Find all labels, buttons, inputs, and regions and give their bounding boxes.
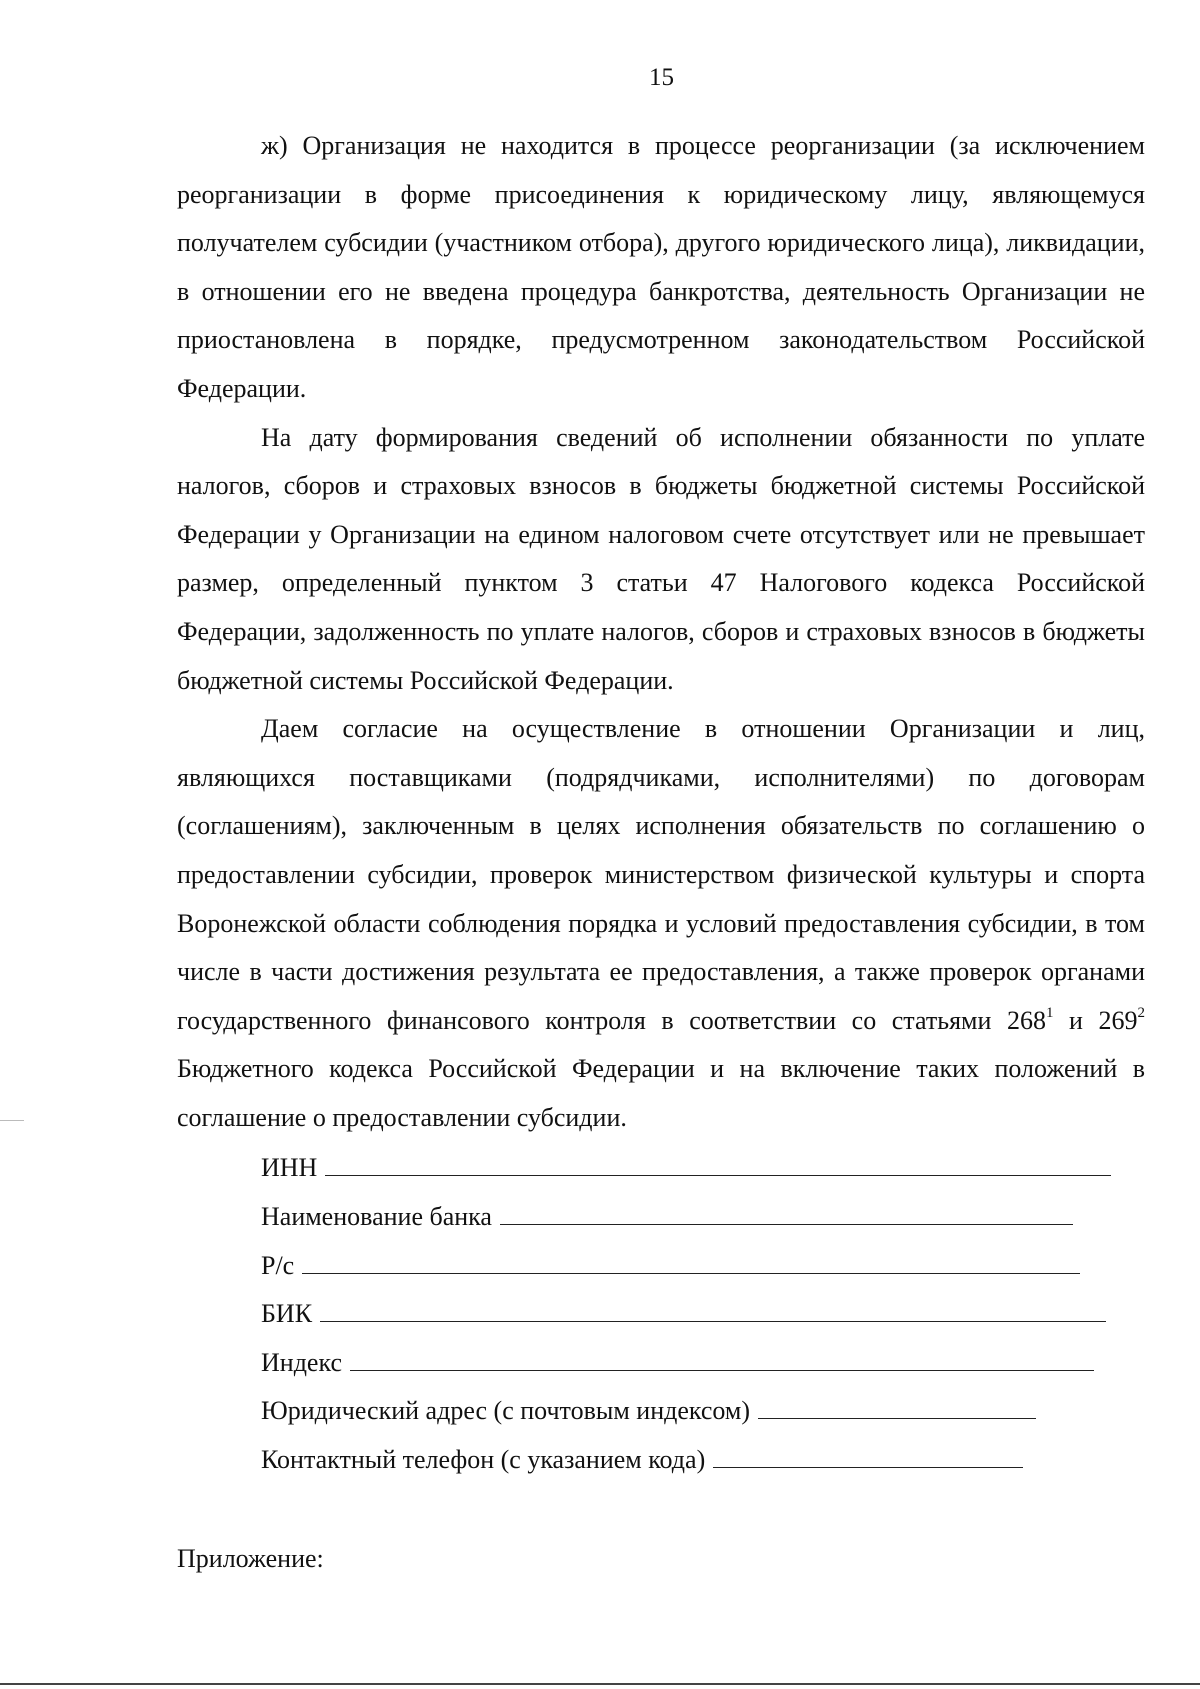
inn-field xyxy=(261,1144,1145,1193)
bik-field xyxy=(261,1290,1145,1339)
consent-text-part-3: Бюджетного кодекса Российской Федерации и на включение таких положений в соглашение о предоставлении субсидии. xyxy=(177,1054,1145,1132)
bik-label: БИК xyxy=(261,1299,313,1329)
paragraph-consent xyxy=(177,705,1145,1142)
contact-phone-blank-line[interactable] xyxy=(713,1445,1023,1468)
contact-phone-label: Контактный телефон (с указанием кода) xyxy=(261,1445,706,1475)
article-268-superscript: 1 xyxy=(1045,1004,1054,1021)
page-bottom-rule xyxy=(0,1683,1200,1685)
inn-blank-line[interactable] xyxy=(325,1153,1111,1176)
bank-name-field xyxy=(261,1193,1145,1242)
account-field xyxy=(261,1242,1145,1291)
account-label: Р/с xyxy=(261,1250,295,1280)
legal-address-label: Юридический адрес (с почтовым индексом) xyxy=(261,1396,751,1426)
paragraph-tax-debt: На дату формирования сведений об исполнении обязанности по уплате налогов, сборов и страховых взносов в бюджеты бюджетной системы Российской Федерации у Организации на едином налоговом счете отсутствует или не превышает размер, определенный пунктом 3 статьи 47 Налогового кодекса Российской Федерации, задолженность по уплате налогов, сборов и страховых взносов в бюджеты бюджетной системы Российской Федерации. xyxy=(177,422,1145,695)
contact-phone-field xyxy=(261,1436,1145,1485)
paragraph-reorganization: ж) Организация не находится в процессе реорганизации (за исключением реорганизации в форме присоединения к юридическому лицу, являющемуся получателем субсидии (участником отбора), другого юридического лица), ликвидации, в отношении его не введена процедура банкротства, деятельность Организации не приостановлена в порядке, предусмотренном законодательством Российской Федерации. xyxy=(177,131,1145,403)
bank-name-blank-line[interactable] xyxy=(500,1202,1073,1225)
document-body xyxy=(177,122,1145,1583)
postal-index-blank-line[interactable] xyxy=(350,1348,1094,1371)
scan-edge-mark xyxy=(0,1120,24,1121)
postal-index-label: Индекс xyxy=(261,1347,342,1377)
account-blank-line[interactable] xyxy=(302,1251,1080,1274)
legal-address-field xyxy=(261,1387,1145,1436)
requisites-form xyxy=(261,1144,1145,1484)
inn-label: ИНН xyxy=(261,1153,318,1183)
article-269-superscript: 2 xyxy=(1137,1004,1146,1021)
legal-address-blank-line[interactable] xyxy=(758,1396,1036,1419)
page-number: 15 xyxy=(649,64,674,91)
bank-name-label: Наименование банка xyxy=(261,1202,492,1232)
appendix-label: Приложение: xyxy=(177,1543,324,1573)
consent-text-part-1: Даем согласие на осуществление в отношении Организации и лиц, являющихся поставщиками (подрядчиками, исполнителями) по договорам (соглашениям), заключенным в целях исполнения обязательств по соглашению о предоставлении субсидии, проверок министерством физической культуры и спорта Воронежской области соблюдения порядка и условий предоставления субсидии, в том числе в части достижения результата ее предоставления, а также проверок органами государственного финансового контроля в соответствии со статьями 268 xyxy=(177,714,1145,1035)
bik-blank-line[interactable] xyxy=(320,1299,1106,1322)
postal-index-field xyxy=(261,1339,1145,1388)
consent-text-part-2: и 269 xyxy=(1053,1005,1138,1035)
